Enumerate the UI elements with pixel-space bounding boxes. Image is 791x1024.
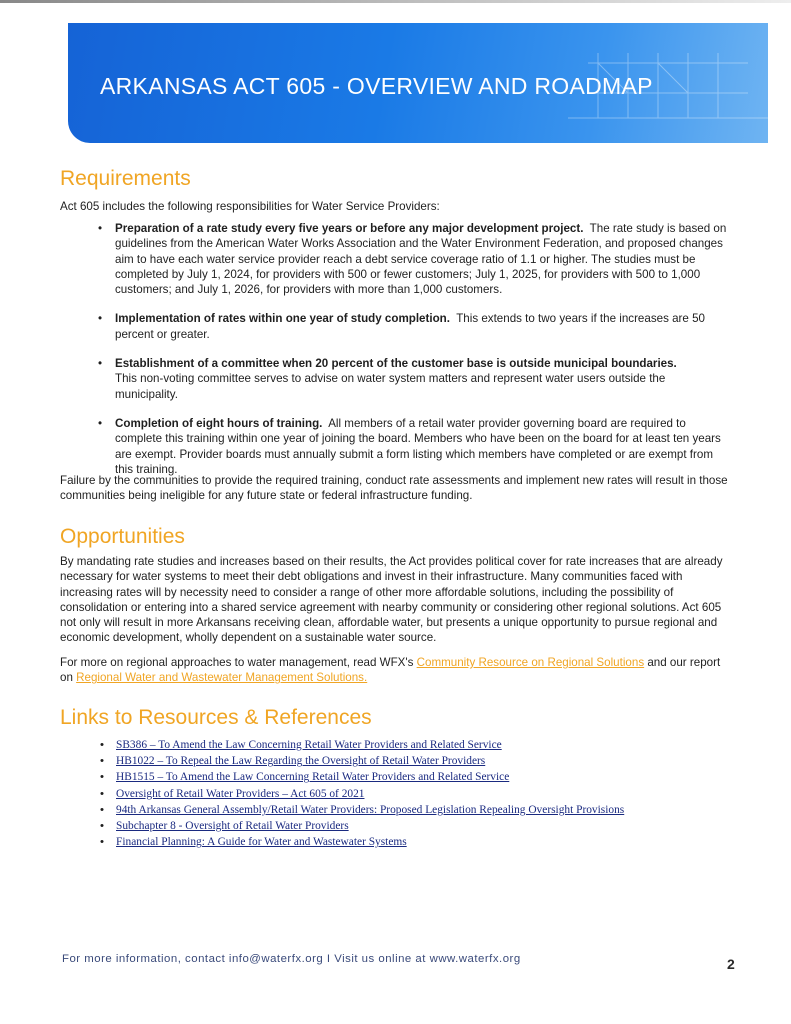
requirements-heading: Requirements <box>60 167 191 190</box>
header-banner <box>68 23 768 143</box>
requirements-list <box>96 221 728 491</box>
hb1022-link[interactable]: HB1022 – To Repeal the Law Regarding the Oversight of Retail Water Providers <box>116 755 486 768</box>
item-bold-lead: Implementation of rates within one year of study completion. <box>115 312 450 326</box>
requirements-closing: Failure by the communities to provide the required training, conduct rate assessments and implement new rates will result in those communities being ineligible for any future state or federal infrastructure funding. <box>60 474 728 503</box>
general-assembly-link[interactable]: 94th Arkansas General Assembly/Retail Water Providers: Proposed Legislation Repealing Oversight Provisions <box>116 803 625 816</box>
bullet-icon: • <box>100 739 104 751</box>
bullet-icon: • <box>100 836 104 849</box>
list-item <box>100 802 624 818</box>
sb386-link[interactable]: SB386 – To Amend the Law Concerning Retail Water Providers and Related Service <box>116 739 502 751</box>
list-item <box>100 834 624 850</box>
community-resource-link[interactable]: Community Resource on Regional Solutions <box>416 656 645 669</box>
item-bold-lead: Completion of eight hours of training. <box>115 416 323 430</box>
list-item <box>100 769 624 785</box>
list-item <box>100 818 624 834</box>
bullet-icon: • <box>98 222 103 235</box>
bullet-icon: • <box>100 755 104 768</box>
item-text: This non-voting committee serves to advise on water system matters and represent water users outside the municipality. <box>115 372 666 401</box>
bullet-icon: • <box>100 820 104 833</box>
list-item <box>96 311 728 342</box>
regional-management-report-link[interactable]: Regional Water and Wastewater Management Solutions. <box>76 671 368 685</box>
links-heading: Links to Resources & References <box>60 706 372 729</box>
hb1515-link[interactable]: HB1515 – To Amend the Law Concerning Retail Water Providers and Related Service <box>116 771 510 784</box>
list-item <box>96 221 728 297</box>
para-text: For more on regional approaches to water management, read WFX's <box>60 656 417 669</box>
act-605-link[interactable]: Oversight of Retail Water Providers – Act 605 of 2021 <box>116 787 365 800</box>
page-title: ARKANSAS ACT 605 - OVERVIEW AND ROADMAP <box>100 73 653 99</box>
bullet-icon: • <box>100 803 104 816</box>
item-text: This extends to two years if the increases are 50 percent or greater. <box>115 312 705 341</box>
bullet-icon: • <box>100 787 104 800</box>
opportunities-paragraph: By mandating rate studies and increases based on their results, the Act provides political cover for rate increases that are already necessary for water systems to meet their debt obligations and invest in their infrastructure. Many communities faced with increasing rates will by necessity need to consider a range of other more affordable solutions, including the possibility of consolidation or entering into a shared service agreement with nearby community or considering other regional solutions. Act 605 not only will result in more Arkansans receiving clean, affordable water, but presents a unique opportunity to pursue regional and economic development, wholly dependent on a sustainable water source. <box>60 555 723 645</box>
list-item <box>96 416 728 477</box>
list-item <box>100 786 624 802</box>
bullet-icon: • <box>100 771 104 784</box>
regional-approaches-paragraph <box>60 655 728 686</box>
subchapter-8-link[interactable]: Subchapter 8 - Oversight of Retail Water Providers <box>116 820 349 833</box>
footer-contact: For more information, contact info@waterfx.org I Visit us online at www.waterfx.org <box>62 953 521 965</box>
para-text: and our report on <box>60 656 721 685</box>
list-item <box>96 356 728 402</box>
item-bold-lead: Preparation of a rate study every five years or before any major development project. <box>115 222 584 235</box>
item-bold-lead: Establishment of a committee when 20 percent of the customer base is outside municipal boundaries. <box>115 357 677 371</box>
reference-links-list <box>100 737 624 850</box>
scan-top-edge <box>0 0 791 3</box>
bullet-icon: • <box>98 357 103 371</box>
item-text: The rate study is based on guidelines from the American Water Works Association and the Water Environment Federation, and proposed changes aim to have each water service provider reach a debt service coverage ratio of 1.1 or higher. The studies must be completed by July 1, 2024, for providers with 500 or fewer customers; July 1, 2025, for providers with 500 to 1,000 customers; and July 1, 2026, for providers with more than 1,000 customers. <box>115 222 727 297</box>
requirements-intro: Act 605 includes the following responsibilities for Water Service Providers: <box>60 200 440 213</box>
bullet-icon: • <box>98 312 103 326</box>
financial-planning-link[interactable]: Financial Planning: A Guide for Water and Wastewater Systems <box>116 836 407 849</box>
bullet-icon: • <box>98 416 103 430</box>
page-number: 2 <box>727 956 735 972</box>
list-item <box>100 753 624 769</box>
opportunities-heading: Opportunities <box>60 525 185 548</box>
list-item <box>100 737 624 753</box>
item-text: All members of a retail water provider governing board are required to complete this training within one year of joining the board. Members who have been on the board for at least ten years are exempt. Provider boards must annually submit a form listing which members have completed or are exempt from this training. <box>115 416 721 476</box>
